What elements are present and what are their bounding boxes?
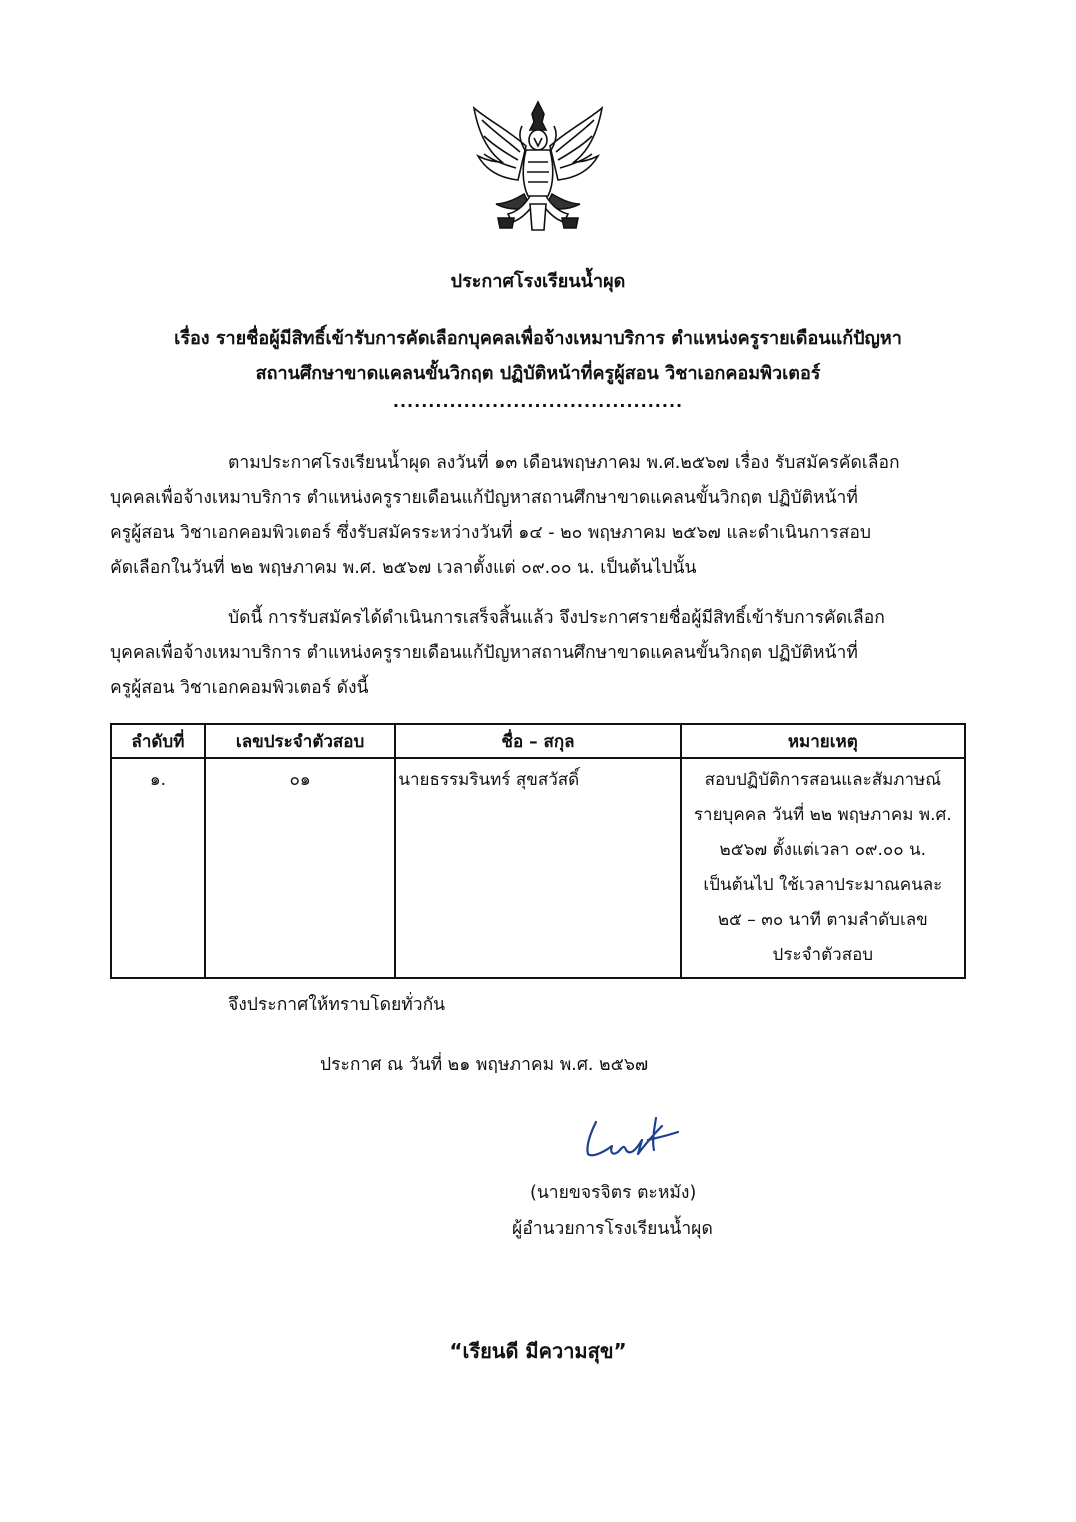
header-name: ชื่อ – สกุล (395, 724, 680, 758)
remark-line: ๒๕ – ๓๐ นาที ตามลำดับเลข (717, 910, 928, 930)
paragraph-1 (110, 446, 950, 586)
table-header-row (111, 724, 965, 758)
remark-line: รายบุคคล วันที่ ๒๒ พฤษภาคม พ.ศ. (693, 805, 952, 825)
paragraph-line: ตามประกาศโรงเรียนน้ำผุด ลงวันที่ ๑๓ เดือนพฤษภาคม พ.ศ.๒๕๖๗ เรื่อง รับสมัครคัดเลือก (228, 453, 900, 473)
garuda-emblem-icon (468, 100, 608, 235)
candidate-table (110, 723, 966, 979)
header-remark: หมายเหตุ (681, 724, 965, 758)
signature-icon (582, 1110, 682, 1165)
paragraph-line: ครูผู้สอน วิชาเอกคอมพิวเตอร์ ซึ่งรับสมัครระหว่างวันที่ ๑๔ - ๒๐ พฤษภาคม ๒๕๖๗ และดำเนินการสอบ (110, 523, 871, 543)
cell-exam-id: ๐๑ (205, 758, 396, 978)
remark-line: ๒๕๖๗ ตั้งแต่เวลา ๐๙.๐๐ น. (719, 840, 927, 860)
header-no: ลำดับที่ (111, 724, 205, 758)
cell-remark (681, 758, 965, 978)
paragraph-2 (110, 601, 950, 706)
header-exam-id: เลขประจำตัวสอบ (205, 724, 396, 758)
announcement-date: ประกาศ ณ วันที่ ๒๑ พฤษภาคม พ.ศ. ๒๕๖๗ (320, 1055, 649, 1075)
subject-line-2: สถานศึกษาขาดแคลนขั้นวิกฤต ปฏิบัติหน้าที่ครูผู้สอน วิชาเอกคอมพิวเตอร์ (255, 363, 821, 384)
closing-statement: จึงประกาศให้ทราบโดยทั่วกัน (228, 995, 446, 1015)
remark-line: สอบปฏิบัติการสอนและสัมภาษณ์ (704, 770, 942, 790)
announcement-title: ประกาศโรงเรียนน้ำผุด (450, 271, 626, 292)
paragraph-line: ครูผู้สอน วิชาเอกคอมพิวเตอร์ ดังนี้ (110, 678, 369, 698)
signatory-name: (นายขจรจิตร ตะหมัง) (530, 1183, 697, 1203)
cell-name: นายธรรมรินทร์ สุขสวัสดิ์ (395, 758, 680, 978)
school-motto: “เรียนดี มีความสุข” (449, 1339, 627, 1363)
paragraph-line: บัดนี้ การรับสมัครได้ดำเนินการเสร็จสิ้นแล้ว จึงประกาศรายชื่อผู้มีสิทธิ์เข้ารับการคัดเลือก (228, 608, 885, 628)
remark-line: เป็นต้นไป ใช้เวลาประมาณคนละ (703, 875, 943, 895)
paragraph-line: บุคคลเพื่อจ้างเหมาบริการ ตำแหน่งครูรายเดือนแก้ปัญหาสถานศึกษาขาดแคลนขั้นวิกฤต ปฏิบัติหน้าที่ (110, 643, 858, 663)
paragraph-line: บุคคลเพื่อจ้างเหมาบริการ ตำแหน่งครูรายเดือนแก้ปัญหาสถานศึกษาขาดแคลนขั้นวิกฤต ปฏิบัติหน้าที่ (110, 488, 858, 508)
subject-line-1: เรื่อง รายชื่อผู้มีสิทธิ์เข้ารับการคัดเลือกบุคคลเพื่อจ้างเหมาบริการ ตำแหน่งครูรายเดือนแก้ปัญหา (174, 328, 902, 349)
paragraph-line: คัดเลือกในวันที่ ๒๒ พฤษภาคม พ.ศ. ๒๕๖๗ เวลาตั้งแต่ ๐๙.๐๐ น. เป็นต้นไปนั้น (110, 558, 697, 578)
cell-no: ๑. (111, 758, 205, 978)
signatory-position: ผู้อำนวยการโรงเรียนน้ำผุด (512, 1219, 713, 1239)
table-row (111, 758, 965, 978)
dotted-divider: ......................................... (392, 392, 684, 411)
remark-line: ประจำตัวสอบ (772, 945, 874, 965)
